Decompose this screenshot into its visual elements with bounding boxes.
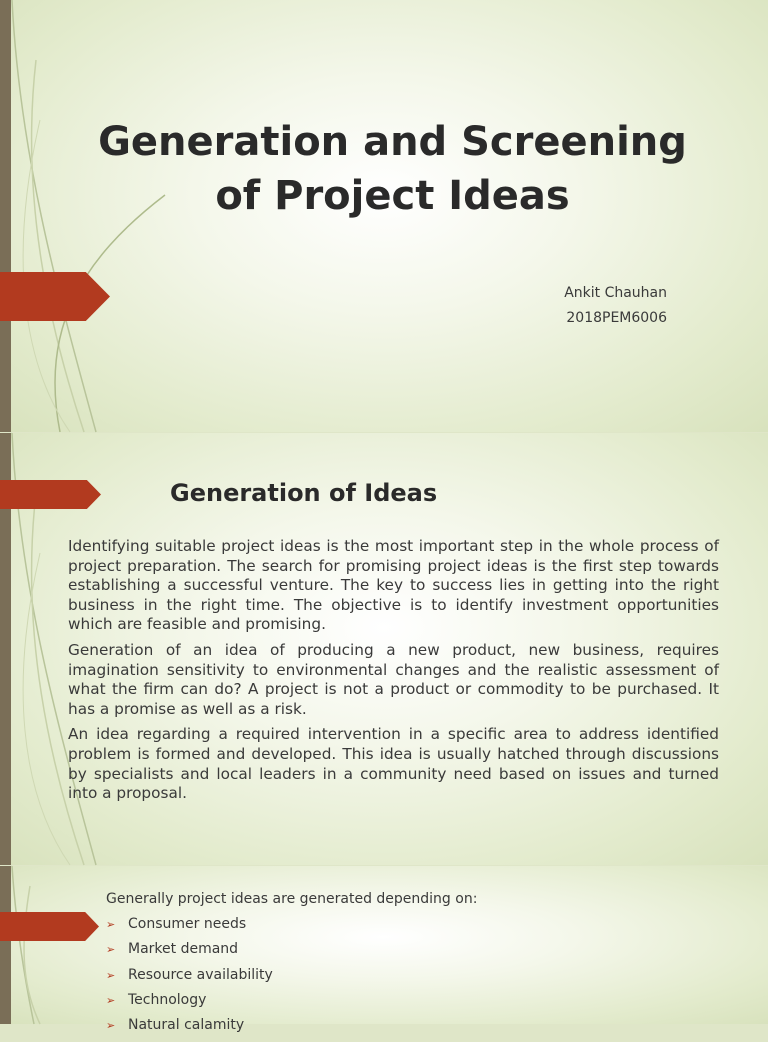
slide-title bbox=[80, 115, 705, 223]
title-line-1: Generation and Screening bbox=[98, 119, 687, 165]
list-item bbox=[106, 967, 273, 992]
list-item-label: Consumer needs bbox=[128, 916, 247, 932]
sources-slide bbox=[0, 866, 768, 1034]
list-item-label: Market demand bbox=[128, 941, 239, 958]
author-block bbox=[564, 281, 667, 331]
generation-slide bbox=[0, 433, 768, 865]
section-heading: Generation of Ideas bbox=[170, 479, 438, 507]
accent-arrow-shape bbox=[0, 912, 99, 941]
sources-list bbox=[106, 916, 273, 1042]
list-item bbox=[106, 992, 273, 1017]
paragraph: Identifying suitable project ideas is the most important step in the whole process of project preparation. The search for promising project ideas is the first step towards establishing a successful venture. The key to success lies in getting into the right business in the right time. The objective is to identify investment opportunities which are feasible and promising. bbox=[68, 537, 719, 634]
paragraph: An idea regarding a required intervention in a specific area to address identified problem is formed and developed. This idea is usually hatched through discussions by specialists and local leaders in a community need based on issues and turned into a proposal. bbox=[68, 725, 719, 803]
arrow-bullet-icon: ➢ bbox=[106, 918, 116, 931]
title-line-2: of Project Ideas bbox=[215, 173, 570, 219]
section-body bbox=[68, 537, 719, 810]
paragraph: Generation of an idea of producing a new product, new business, requires imagination sensitivity to environmental changes and the realistic assessment of what the firm can do? A project is not a product or commodity to be purchased. It has a promise as well as a risk. bbox=[68, 640, 719, 718]
roll-number: 2018PEM6006 bbox=[566, 310, 667, 326]
list-item-label: Resource availability bbox=[128, 966, 273, 983]
list-intro: Generally project ideas are generated depending on: bbox=[106, 891, 478, 907]
list-item bbox=[106, 941, 273, 966]
list-item-label: Technology bbox=[128, 991, 207, 1008]
accent-arrow-shape bbox=[0, 480, 101, 509]
author-name: Ankit Chauhan bbox=[564, 285, 667, 301]
list-item-label: Natural calamity bbox=[128, 1017, 245, 1034]
title-slide bbox=[0, 0, 768, 432]
list-item bbox=[106, 1017, 273, 1042]
arrow-bullet-icon: ➢ bbox=[106, 943, 116, 957]
arrow-bullet-icon: ➢ bbox=[106, 968, 116, 982]
list-item bbox=[106, 916, 273, 941]
arrow-bullet-icon: ➢ bbox=[106, 993, 116, 1007]
arrow-bullet-icon: ➢ bbox=[106, 1019, 116, 1033]
